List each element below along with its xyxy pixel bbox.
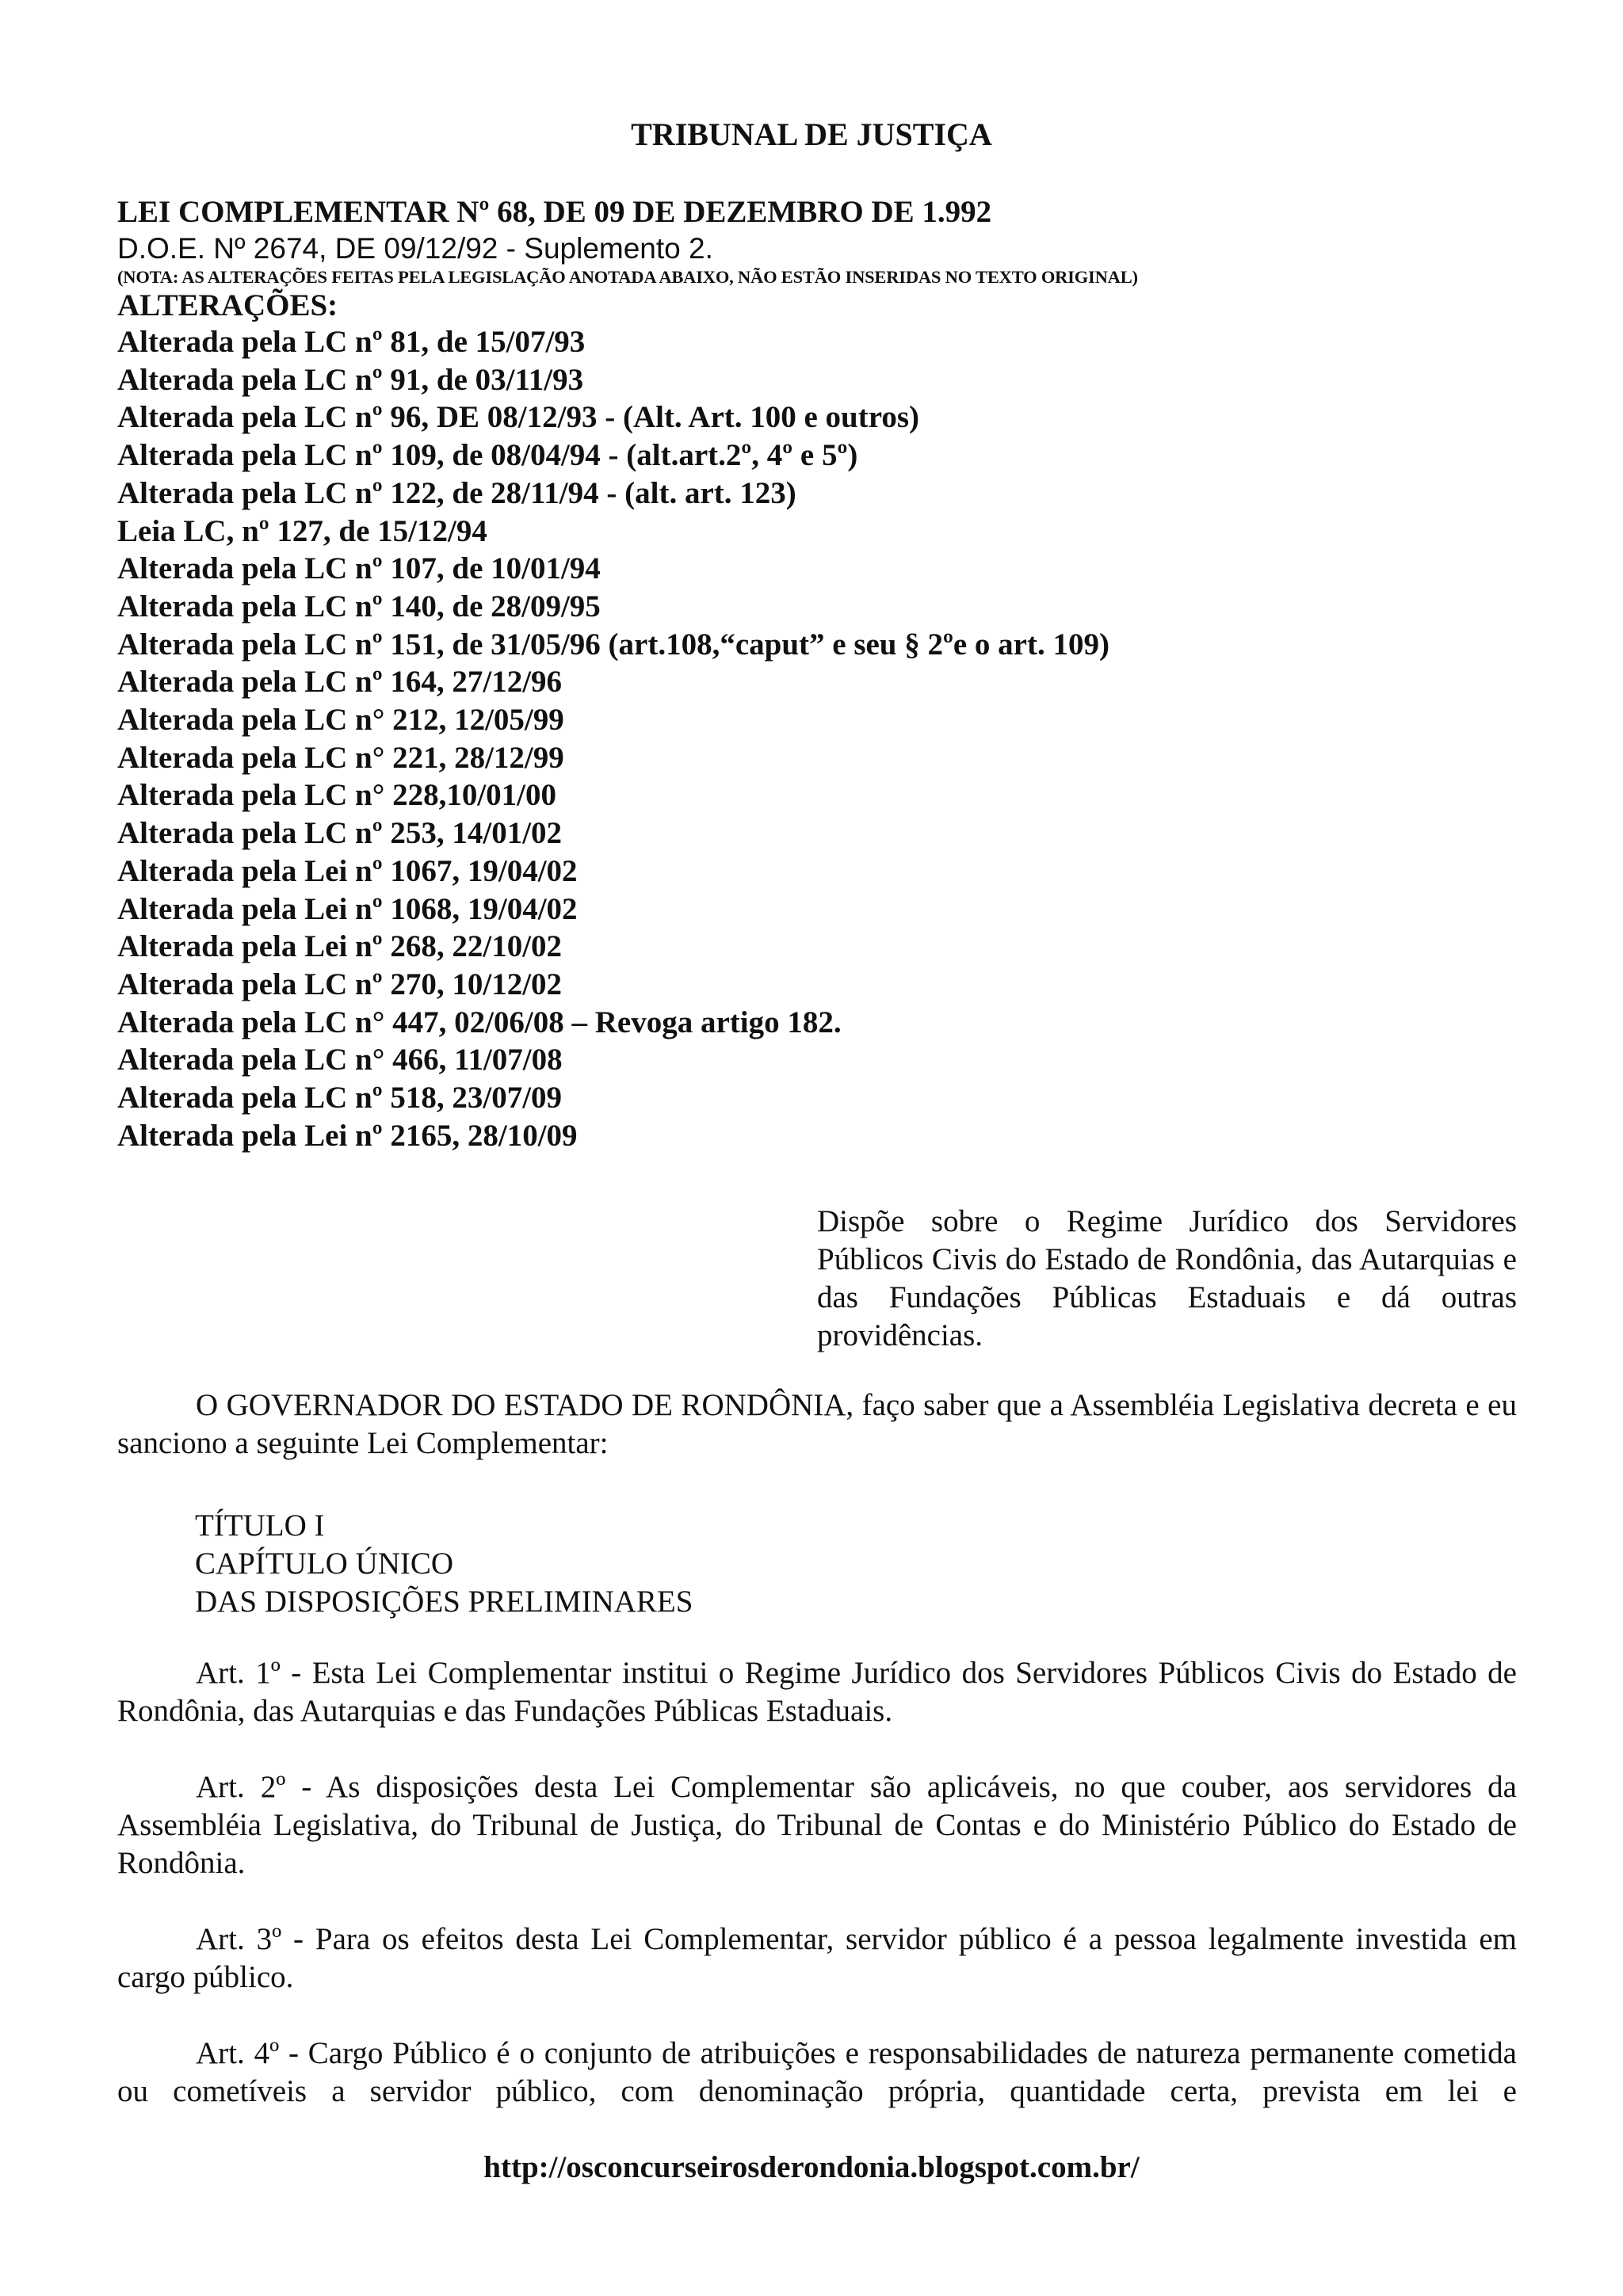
amendment-item: Alterada pela LC n° 228,10/01/00 — [117, 778, 557, 813]
amendment-item: Alterada pela LC nº 164, 27/12/96 — [117, 665, 563, 700]
chapter-title: DAS DISPOSIÇÕES PRELIMINARES — [195, 1585, 693, 1619]
amendment-item: Alterada pela LC nº 270, 10/12/02 — [117, 967, 563, 1001]
amendment-item: Alterada pela LC nº 518, 23/07/09 — [117, 1081, 563, 1116]
article-1: Art. 1º - Esta Lei Complementar institui o Regime Jurídico dos Servidores Públicos Civis do Estado de Rondônia, das Autarquias e das Fundações Públicas Estaduais. — [117, 1656, 1517, 1728]
amendments-heading: ALTERAÇÕES: — [117, 288, 338, 322]
official-gazette-reference: D.O.E. Nº 2674, DE 09/12/92 - Suplemento 2. — [117, 232, 713, 265]
amendment-item: Alterada pela Lei nº 268, 22/10/02 — [117, 929, 563, 964]
amendment-item: Alterada pela LC n° 212, 12/05/99 — [117, 703, 564, 738]
title-heading: TÍTULO I — [195, 1508, 325, 1543]
amendment-item: Alterada pela LC n° 466, 11/07/08 — [117, 1043, 563, 1077]
amendment-item: Alterada pela LC nº 91, de 03/11/93 — [117, 362, 584, 397]
chapter-heading: CAPÍTULO ÚNICO — [195, 1547, 454, 1581]
amendment-item: Alterada pela Lei nº 1067, 19/04/02 — [117, 853, 578, 888]
amendment-item: Alterada pela LC nº 151, de 31/05/96 (art.108,“caput” e seu § 2ºe o art. 109) — [117, 627, 1109, 662]
amendment-item: Alterada pela Lei nº 1068, 19/04/02 — [117, 891, 578, 926]
amendment-item: Alterada pela LC n° 221, 28/12/99 — [117, 740, 564, 775]
amendment-item: Alterada pela LC n° 447, 02/06/08 – Revoga artigo 182. — [117, 1005, 842, 1039]
law-summary: Dispõe sobre o Regime Jurídico dos Servidores Públicos Civis do Estado de Rondônia, das Autarquias e das Fundações Públicas Estaduais e dá outras providências. — [817, 1204, 1517, 1352]
footer-url-link[interactable]: http://osconcurseirosderondonia.blogspot.com.br/ — [483, 2150, 1140, 2184]
law-header — [117, 193, 1528, 1154]
article-3: Art. 3º - Para os efeitos desta Lei Complementar, servidor público é a pessoa legalmente investida em cargo público. — [117, 1922, 1517, 1994]
law-title: LEI COMPLEMENTAR Nº 68, DE 09 DE DEZEMBRO DE 1.992 — [117, 195, 992, 229]
amendment-item: Alterada pela LC nº 81, de 15/07/93 — [117, 325, 586, 359]
amendment-item: Alterada pela LC nº 96, DE 08/12/93 - (Alt. Art. 100 e outros) — [117, 400, 920, 435]
amendment-item: Alterada pela LC nº 253, 14/01/02 — [117, 816, 563, 851]
amendment-item: Alterada pela LC nº 140, de 28/09/95 — [117, 589, 601, 624]
amendment-item: Leia LC, nº 127, de 15/12/94 — [117, 513, 487, 548]
article-2: Art. 2º - As disposições desta Lei Complementar são aplicáveis, no que couber, aos servidores da Assembléia Legislativa, do Tribunal de Justiça, do Tribunal de Contas e do Ministério Público do Estado de Rondônia. — [117, 1770, 1517, 1880]
amendment-item: Alterada pela LC nº 122, de 28/11/94 - (alt. art. 123) — [117, 475, 796, 510]
amendment-item: Alterada pela LC nº 107, de 10/01/94 — [117, 551, 601, 586]
article-4: Art. 4º - Cargo Público é o conjunto de atribuições e responsabilidades de natureza permanente cometida ou cometíveis a servidor público, com denominação própria, quantidade certa, prevista em lei e — [117, 2036, 1517, 2108]
amendment-note: (NOTA: AS ALTERAÇÕES FEITAS PELA LEGISLAÇÃO ANOTADA ABAIXO, NÃO ESTÃO INSERIDAS NO TEXTO ORIGINAL) — [117, 267, 1138, 287]
section-heading — [195, 1507, 693, 1621]
amendments-list — [117, 323, 1528, 1154]
court-title: TRIBUNAL DE JUSTIÇA — [631, 116, 992, 152]
amendment-item: Alterada pela LC nº 109, de 08/04/94 - (alt.art.2º, 4º e 5º) — [117, 438, 858, 473]
amendment-item: Alterada pela Lei nº 2165, 28/10/09 — [117, 1118, 578, 1153]
preamble-paragraph: O GOVERNADOR DO ESTADO DE RONDÔNIA, faço saber que a Assembléia Legislativa decreta e eu sanciono a seguinte Lei Complementar: — [117, 1388, 1517, 1460]
